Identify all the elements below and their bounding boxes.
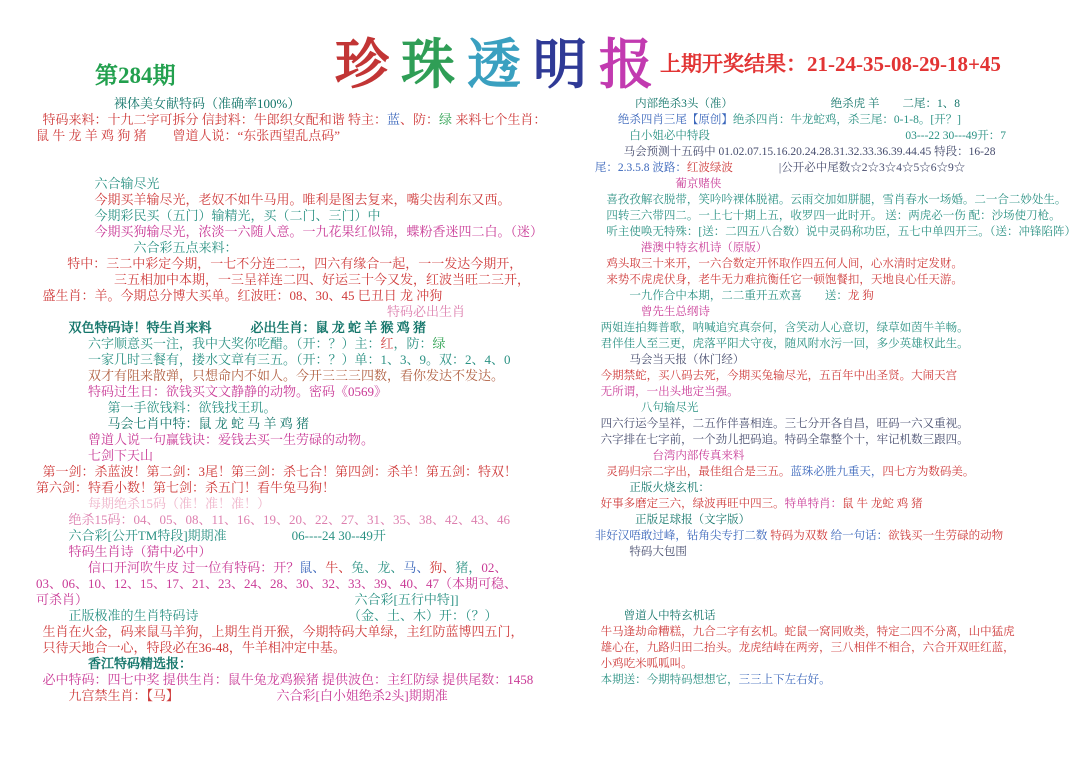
text-line (595, 400, 1076, 416)
text-line (36, 480, 595, 496)
text-line (595, 336, 1076, 352)
text-line (595, 224, 1076, 240)
text-span: 鸡头取三十来开，一六合数定开怀取作四五何人间，心水清时定发财。 (606, 258, 963, 270)
text-line (36, 560, 595, 576)
text-line (36, 224, 595, 240)
text-span: 台湾内部传真来料 (652, 450, 745, 462)
text-line (595, 672, 1076, 688)
text-span: 马、 (403, 560, 430, 575)
text-span: 君伴佳人至三更，虎落平阳犬守夜，随风附水污一回，多少英雄权此生。 (600, 338, 969, 350)
text-line (595, 112, 1076, 128)
text-line (595, 544, 1076, 560)
text-line (595, 96, 1076, 112)
result-label: 上期开奖结果： (660, 52, 807, 76)
text-span: 四七方为数码美。 (882, 466, 975, 478)
text-line (36, 512, 595, 528)
text-span: 好事多磨定三六，绿波再旺中四三。 (600, 498, 785, 510)
text-span: 双色特码诗！特生肖来料 必出生肖：鼠 龙 蛇 羊 猴 鸡 猪 (68, 320, 427, 335)
text-line (36, 544, 595, 560)
text-line (36, 112, 595, 128)
title-char: 透 (467, 35, 533, 95)
text-span: 内部绝杀3头（准） 绝杀虎 羊 二尾：1、8 (635, 98, 961, 110)
text-line (36, 96, 595, 112)
text-span: 六合彩[白小姐绝杀2头]期期准 (276, 688, 448, 703)
text-line (595, 144, 1076, 160)
text-span: 必中特码：四七中奖 提供生肖：鼠牛兔龙鸡猴猪 提供波色：主红防绿 提供尾数：1458 (42, 672, 534, 687)
text-span: 四转三六带四二。一上七十期上五，收罗四一此时开。 送：两虎必一伤 配：沙场使刀枪。 (606, 210, 1061, 222)
text-line (36, 432, 595, 448)
blank-line (36, 160, 595, 176)
text-line (595, 384, 1076, 400)
text-span: 来料七个生肖： (452, 112, 547, 127)
text-span: 盛生肖：羊。今期总分博大买单。红波旺：08、30、45 巳丑日 龙 冲狗 (42, 288, 443, 303)
text-line (36, 320, 595, 336)
text-span: 本期送：今期特码想想它， (600, 674, 739, 686)
blank-line (595, 592, 1076, 608)
blank-line (36, 144, 595, 160)
blank-line (595, 576, 1076, 592)
left-column (36, 96, 595, 704)
text-line (595, 608, 1076, 624)
text-line (36, 416, 595, 432)
text-span: 鼠、 (299, 560, 326, 575)
previous-draw-result (660, 48, 1001, 78)
text-span: 九宫禁生肖：【马】 (68, 688, 173, 703)
text-span: 正版足球报（文字版） (635, 514, 751, 526)
text-span: 龙 狗 (847, 290, 874, 302)
text-span: 一家几时三餐有，搂水文章有三五。（开：？）单：1、3、9。双：2、4、0 (88, 352, 511, 367)
text-line (595, 368, 1076, 384)
text-span: 蓝珠必胜九重天， (790, 466, 883, 478)
text-span (173, 688, 277, 703)
text-line (595, 320, 1076, 336)
text-span: 信口开河吹牛皮 过一位有特码：开？ (88, 560, 300, 575)
text-span: 一九作合中本期，二二重开五欢喜 送： (629, 290, 848, 302)
text-span: 03、06、10、12、15、17、21、23、24、28、30、32、33、39、40、47（本期可稳、 (36, 576, 518, 591)
text-span: 听主使唤无特殊：[送：二四五八合数）说中灵码称功臣，五七中单四开三。（送：冲锋陷阵） (606, 226, 1076, 238)
text-span: 今期彩民买（五门）输精光，买（二门、三门）中 (94, 208, 381, 223)
text-span: 香江特码精选报： (88, 656, 193, 671)
text-span (82, 592, 355, 607)
title-char: 明 (533, 35, 599, 95)
text-line (36, 336, 595, 352)
text-span: 红 (380, 336, 394, 351)
text-line (36, 656, 595, 672)
text-span: |公开必中尾数☆2☆3☆4☆5☆6☆9☆ (732, 162, 966, 174)
text-line (595, 240, 1076, 256)
blank-line (595, 560, 1076, 576)
text-span: 鼠 牛 龙 羊 鸡 狗 猪 曾道人说：“东张西望乱点码” (36, 128, 341, 143)
text-span: 港澳中特玄机诗（原版） (640, 242, 768, 254)
text-span: 曾道人中特玄机话 (623, 610, 716, 622)
text-span: 今期买羊输尽光，老奴不如牛马用。唯利是图去复来，嘴尖齿利东又西。 (94, 192, 511, 207)
text-line (36, 640, 595, 656)
text-span: 绝杀四肖：牛龙蛇鸡，杀三尾：0-1-8。[开？] (732, 114, 961, 126)
text-span: 生肖在火金，码来鼠马羊狗，上期生肖开猴，今期特码大单绿，主红防蓝博四五门， (42, 624, 524, 639)
text-span: 每期绝杀15码（准！准！准！） (88, 496, 271, 511)
text-line (595, 176, 1076, 192)
text-span: 只待天地合一心，特段必在36-48，牛羊相冲定中基。 (42, 640, 346, 655)
text-line (595, 208, 1076, 224)
text-line (36, 464, 595, 480)
text-span: 六合输尽光 (94, 176, 160, 191)
text-line (595, 128, 1076, 144)
text-line (595, 496, 1076, 512)
text-line (36, 368, 595, 384)
text-span: ，防： (393, 336, 433, 351)
text-line (36, 688, 595, 704)
text-span: 绿 (432, 336, 446, 351)
text-span: 今期买狗输尽光，浓淡一六随人意。一九花果红似锦，蝶粉香迷四二白。（迷） (94, 224, 544, 239)
text-line (36, 528, 595, 544)
text-span: 鼠 牛 龙蛇 鸡 猪 (842, 498, 923, 510)
title-char: 珍 (335, 35, 401, 95)
text-span: 四六行运今呈祥，二五作伴喜相连。三七分开各自昌，旺码一六又重视。 (600, 418, 969, 430)
text-span: 葡京赌侠 (675, 178, 722, 190)
text-line (595, 448, 1076, 464)
text-span: 、防： (400, 112, 440, 127)
text-span: 小鸡吃米呱呱叫。 (600, 658, 693, 670)
text-line (595, 512, 1076, 528)
text-span: 灵码归宗二字出，最佳组合是三五。 (606, 466, 791, 478)
text-line (36, 592, 595, 608)
text-span: 无所谓，一出头地定当强。 (600, 386, 739, 398)
text-span: 猪， (455, 560, 482, 575)
text-line (595, 304, 1076, 320)
text-span: 绝杀15码：04、05、08、11、16、19、20、22、27、31、35、38、42、43、46 (68, 512, 511, 527)
page-title (335, 22, 665, 99)
text-span: 六合彩[公开TM特段]期期准 06----24 30--49开 (68, 528, 386, 543)
text-line (36, 176, 595, 192)
text-span: 特码过生日：欲钱买文文静静的动物。密码《0569》 (88, 384, 388, 399)
text-span: 牛马逢劫命糟糕，九合二字有玄机。蛇鼠一窝同败类，特定二四不分离，山中猛虎 (600, 626, 1015, 638)
text-span: 曾先生总纲诗 (640, 306, 710, 318)
text-line (595, 656, 1076, 672)
text-span: 双才有阻来散弹，只想命内不如人。今开三三三四数，看你发达不发达。 (88, 368, 505, 383)
text-line (36, 240, 595, 256)
text-line (595, 416, 1076, 432)
text-span: 两姐连拍舞普歌，呐喊追究真奈何，含笑动人心意切，绿草如茵牛羊畅。 (600, 322, 969, 334)
text-line (36, 400, 595, 416)
text-span: 特码来料：十九二字可拆分 信封料：牛郎织女配和谐 特主： (42, 112, 388, 127)
text-span: 兔、 (351, 560, 378, 575)
text-span: 曾道人说一句赢钱诀：爱钱去买一生劳碌的动物。 (88, 432, 375, 447)
text-line (595, 288, 1076, 304)
text-line (36, 352, 595, 368)
text-line (595, 352, 1076, 368)
text-span: 尾：2.3.5.8 波路： (594, 162, 687, 174)
text-line (36, 304, 595, 320)
text-span: 给一句话： (830, 530, 889, 542)
content-area (36, 96, 1076, 704)
text-span: 龙、 (377, 560, 404, 575)
issue-number: 第284期 (95, 63, 176, 88)
text-line (36, 496, 595, 512)
text-line (595, 272, 1076, 288)
text-span: 七剑下天山 (88, 448, 154, 463)
text-line (36, 128, 595, 144)
text-span: 牛、 (325, 560, 352, 575)
text-span: 正版火烧玄机： (629, 482, 710, 494)
text-line (36, 624, 595, 640)
text-span: 欲钱买一生劳碌的动物 (888, 530, 1004, 542)
text-span: 第六剑：特看小数！第七剑：杀五门！看牛兔马狗！ (36, 480, 336, 495)
text-line (36, 288, 595, 304)
text-span: 三三上下左右好。 (738, 674, 831, 686)
text-line (595, 480, 1076, 496)
text-line (595, 528, 1076, 544)
text-span: 特中：三二中彩定今期，一七不分连二二，四六有缘合一起，一一发达今期开， (67, 256, 523, 271)
header (0, 0, 1080, 96)
text-span: 特码必出生肖 (387, 304, 466, 319)
right-column (595, 96, 1076, 704)
title-char: 珠 (401, 35, 467, 95)
text-line (595, 464, 1076, 480)
text-span: 裸体美女献特码（准确率100%） (114, 96, 301, 111)
text-span: 马会当天报（休门经） (629, 354, 745, 366)
text-line (36, 272, 595, 288)
text-span: 正版极准的生肖特码诗 （金、土、木）开：（？） (68, 608, 498, 623)
text-span: 红波绿波 (686, 162, 733, 174)
text-line (595, 256, 1076, 272)
text-line (36, 448, 595, 464)
text-span: 六字顺意买一注，我中大奖你吃醋。（开：？）主： (88, 336, 381, 351)
text-span: 可杀肖） (36, 592, 82, 607)
text-span: 蓝 (387, 112, 401, 127)
text-line (595, 624, 1076, 640)
text-line (595, 432, 1076, 448)
text-line (595, 640, 1076, 656)
text-line (595, 160, 1076, 176)
text-line (36, 672, 595, 688)
text-span: 特码为双数 (770, 530, 831, 542)
text-span: 六合彩五点来料： (133, 240, 238, 255)
text-span: 第一手欲钱料：欲钱找王玑。 (107, 400, 277, 415)
text-span: 雄心在，九路归田二抬头。龙虎结峙在两旁，三八相伴不相合，六合开双旺红蓝， (600, 642, 1015, 654)
text-span: 第一剑：杀蓝波！第二剑：3尾！第三剑：杀七合！第四剑：杀羊！第五剑：特双！ (42, 464, 518, 479)
text-span: 特码生肖诗（猜中必中） (68, 544, 212, 559)
text-span: 绝杀四肖三尾【原创】 (617, 114, 733, 126)
title-char: 报 (599, 35, 665, 95)
text-span: 六字排在七字前，一个劲儿把码追。特码全靠整个十，牢记机数三跟四。 (600, 434, 969, 446)
text-line (36, 576, 595, 592)
text-span: 狗、 (429, 560, 456, 575)
text-line (36, 384, 595, 400)
text-span: 02、 (481, 560, 508, 575)
text-span: 特单特肖： (784, 498, 843, 510)
text-line (36, 208, 595, 224)
text-line (36, 256, 595, 272)
text-span: 绿 (439, 112, 453, 127)
text-span: 马会预测十五码中 01.02.07.15.16.20.24.28.31.32.33.36.39.44.45 特段：16-28 (623, 146, 996, 158)
text-span: 六合彩[五行中特]] (354, 592, 459, 607)
text-span: 白小姐必中特段 03---22 30---49开：7 (629, 130, 1007, 142)
text-span: 喜孜孜解衣脱带，笑吟吟裸体脱裙。云雨交加如胼腿，雪肖春水一场婚。二一合二妙处生。 (606, 194, 1067, 206)
text-line (36, 192, 595, 208)
result-numbers: 21-24-35-08-29-18+45 (807, 52, 1001, 76)
text-span: 三五相加中本期，一三呈祥连二四、好运三十今又发，红波当旺二三开， (114, 272, 531, 287)
text-span: 今期禁蛇，买八码去死，今期买兔输尽光，五百年中出圣贤。大闹天宫 (600, 370, 958, 382)
text-span: 八句输尽光 (640, 402, 699, 414)
text-span: 来势不虎虎伏身，老牛无力难抗衡任它一顿饱餐扣，天地良心任天游。 (606, 274, 963, 286)
text-line (595, 192, 1076, 208)
text-span: 特码大包围 (629, 546, 687, 558)
text-line (36, 608, 595, 624)
text-span: 马会七肖中特：鼠 龙 蛇 马 羊 鸡 猪 (107, 416, 310, 431)
text-span: 非好汉唔敢过峰，钻角尖专打二数 (594, 530, 771, 542)
